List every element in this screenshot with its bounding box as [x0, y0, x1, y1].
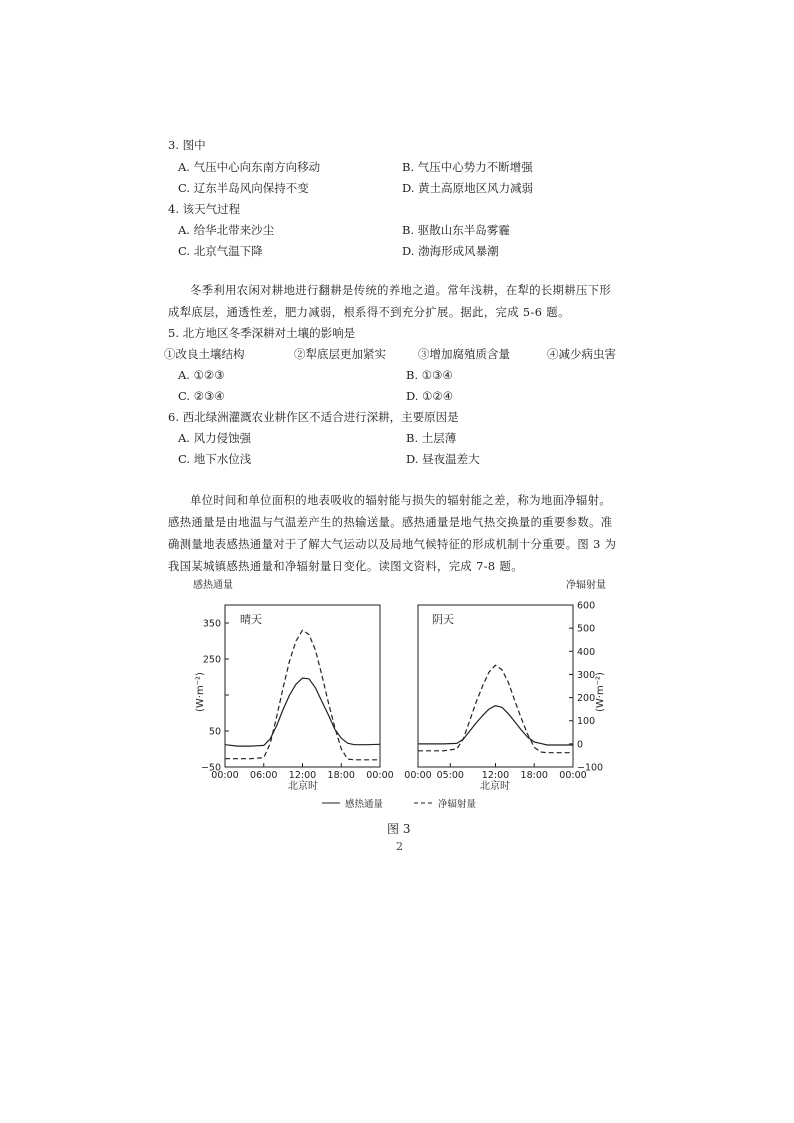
cloudy-y-tick-label: −100: [577, 762, 604, 774]
passage2-line-2: 感热通量是由地温与气温差产生的热输送量。感热通量是地气热交换量的重要参数。准: [168, 516, 613, 529]
q6-option-c: C. 地下水位浅: [178, 452, 252, 466]
cloudy-x-tick-label: 05:00: [436, 770, 464, 781]
q3-option-b: B. 气压中心势力不断增强: [402, 160, 533, 174]
legend-solid-label: 感热通量: [345, 799, 384, 810]
cloudy-x-label: 北京时: [480, 781, 510, 792]
q3-option-d: D. 黄土高原地区风力减弱: [402, 181, 534, 195]
legend-dashed-label: 净辐射量: [438, 799, 477, 810]
q5-option-c: C. ②③④: [178, 389, 225, 403]
cloudy-y-tick-label: 300: [577, 669, 596, 681]
cloudy-series-net-radiation: [418, 665, 573, 753]
q4-stem: 4. 该天气过程: [168, 202, 241, 216]
passage1-line-2: 成犁底层，通透性差，肥力减弱，根系得不到充分扩展。据此，完成 5-6 题。: [168, 306, 570, 319]
cloudy-y-tick-label: 500: [577, 623, 596, 635]
q5-item-4: ④减少病虫害: [547, 347, 616, 361]
cloudy-y-tick-label: 400: [577, 646, 596, 658]
cloudy-x-tick-label: 12:00: [481, 770, 510, 781]
sunny-y-tick-label: 250: [202, 654, 221, 666]
cloudy-y-unit: (W·m⁻²): [595, 672, 606, 712]
sunny-panel: [195, 605, 394, 792]
cloudy-x-tick-label: 00:00: [404, 770, 432, 781]
sunny-y-tick-label: −50: [200, 762, 221, 774]
q4-option-b: B. 驱散山东半岛雾霾: [402, 223, 510, 237]
sunny-x-tick-label: 12:00: [288, 770, 317, 781]
sunny-panel-frame: [225, 605, 380, 767]
cloudy-y-tick-label: 600: [577, 600, 596, 612]
cloudy-y-tick-label: 200: [577, 693, 596, 705]
sunny-x-tick-label: 00:00: [211, 770, 239, 781]
sunny-series-net-radiation: [225, 630, 380, 760]
cloudy-panel-title: 阴天: [432, 613, 454, 626]
sunny-panel-title: 晴天: [240, 613, 262, 626]
q4-option-c: C. 北京气温下降: [178, 244, 263, 258]
cloudy-panel-frame: [418, 605, 573, 767]
q5-stem: 5. 北方地区冬季深耕对土壤的影响是: [168, 326, 356, 340]
passage2-line-3: 确测量地表感热通量对于了解大气运动以及局地气候特征的形成机制十分重要。图 3 为: [168, 538, 617, 551]
cloudy-panel: [404, 601, 606, 793]
cloudy-x-tick-label: 00:00: [559, 770, 587, 781]
sunny-x-tick-label: 00:00: [366, 770, 394, 781]
q4-option-a: A. 给华北带来沙尘: [178, 223, 275, 237]
cloudy-x-tick-label: 18:00: [520, 770, 548, 781]
sunny-chart-marks: [201, 619, 394, 782]
q4-option-d: D. 渤海形成风暴潮: [402, 244, 499, 258]
chart-legend: [322, 798, 477, 810]
sunny-y-unit: (W·m⁻²): [195, 672, 206, 712]
q5-option-d: D. ①②④: [406, 389, 454, 403]
page-number: 2: [396, 840, 403, 853]
sunny-x-label: 北京时: [288, 781, 318, 792]
q5-option-a: A. ①②③: [178, 368, 225, 382]
passage1-line-1: 冬季利用农闲对耕地进行翻耕是传统的养地之道。常年浅耕，在犁的长期耕压下形: [190, 284, 612, 297]
q5-item-1: ①改良土壤结构: [164, 347, 245, 361]
cloudy-y-tick-label: 0: [577, 739, 584, 751]
sunny-y-tick-label: 50: [208, 726, 221, 738]
q3-option-c: C. 辽东半岛风向保持不变: [178, 181, 309, 195]
q6-option-a: A. 风力侵蚀强: [178, 431, 252, 445]
sunny-series-sensible-heat-flux: [225, 678, 380, 746]
sunny-x-tick-label: 06:00: [250, 770, 278, 781]
cloudy-y-tick-label: 100: [577, 716, 596, 728]
q5-item-2: ②犁底层更加紧实: [294, 347, 386, 361]
sunny-x-tick-label: 18:00: [327, 770, 355, 781]
q5-option-b: B. ①③④: [406, 368, 453, 382]
passage2-line-1: 单位时间和单位面积的地表吸收的辐射能与损失的辐射能之差，称为地面净辐射。: [190, 494, 612, 507]
right-axis-title: 净辐射量: [566, 580, 606, 591]
sunny-y-tick-label: 350: [202, 618, 221, 630]
figure-caption: 图 3: [387, 822, 411, 836]
cloudy-series-sensible-heat-flux: [418, 706, 573, 745]
q3-option-a: A. 气压中心向东南方向移动: [178, 160, 321, 174]
q6-option-d: D. 昼夜温差大: [406, 452, 480, 466]
q6-stem: 6. 西北绿洲灌溉农业耕作区不适合进行深耕，主要原因是: [168, 410, 459, 424]
q5-item-3: ③增加腐殖质含量: [418, 347, 510, 361]
left-axis-title: 感热通量: [193, 580, 233, 591]
q3-stem: 3. 图中: [168, 138, 206, 152]
q6-option-b: B. 土层薄: [406, 431, 457, 445]
passage2-line-4: 我国某城镇感热通量和净辐射量日变化。读图文资料，完成 7-8 题。: [168, 560, 523, 573]
